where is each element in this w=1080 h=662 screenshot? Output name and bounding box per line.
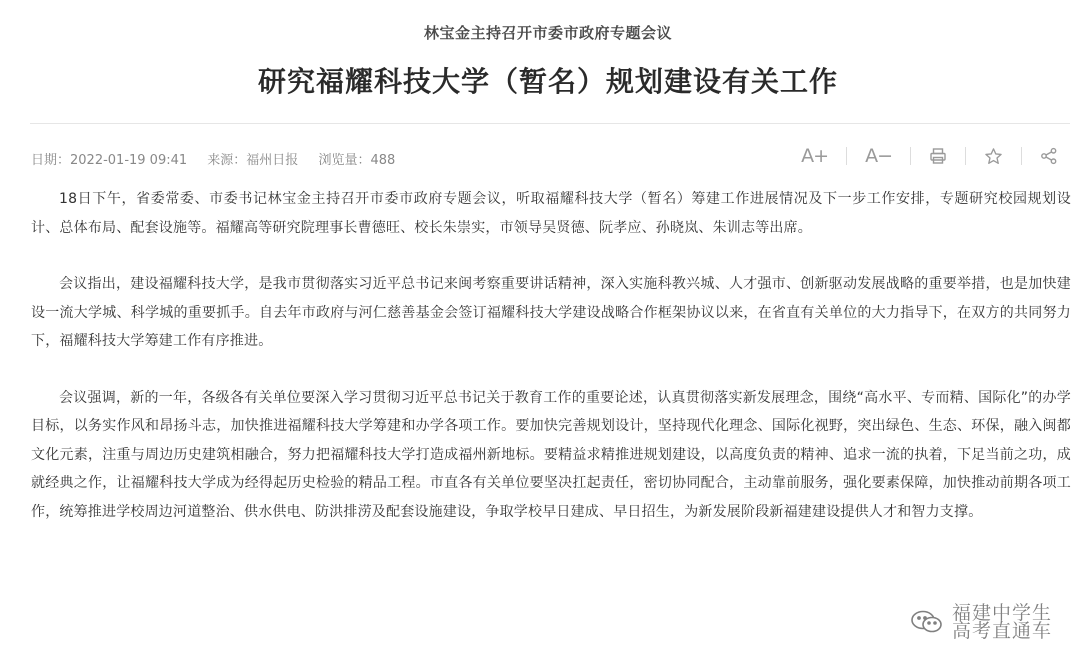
toolbar-divider: [965, 147, 966, 165]
watermark-text: 福建中学生: [951, 602, 1052, 624]
toolbar-divider: [910, 147, 911, 165]
article-toolbar: [801, 143, 1058, 169]
title-divider: [30, 123, 1070, 124]
wechat-icon: [910, 609, 944, 635]
watermark-text-group: [952, 604, 1052, 640]
share-button[interactable]: [1040, 147, 1058, 165]
share-icon: [1040, 147, 1058, 165]
watermark: [910, 604, 1052, 640]
article-views: 浏览量：488: [318, 153, 396, 168]
article-title: 研究福耀科技大学（暂名）规划建设有关工作: [257, 65, 838, 98]
article-body: [31, 185, 1071, 526]
article-paragraph: 会议指出，建设福耀科技大学，是我市贯彻落实习近平总书记来闽考察重要讲话精神，深入实施科教兴城、人才强市、创新驱动发展战略的重要举措，也是加快建设一流大学城、科学城的重要抓手。自去年市政府与河仁慈善基金会签订福耀科技大学建设战略合作框架协议以来，在省直有关单位的大力指导下，在双方的共同努力下，福耀科技大学筹建工作有序推进。: [31, 276, 1071, 349]
article-paragraph: 18日下午，省委常委、市委书记林宝金主持召开市委市政府专题会议，听取福耀科技大学（暂名）筹建工作进展情况及下一步工作安排，专题研究校园规划设计、总体布局、配套设施等。福耀高等研究院理事长曹德旺、校长朱崇实，市领导吴贤德、阮孝应、孙晓岚、朱训志等出席。: [31, 191, 1071, 236]
star-icon: [984, 147, 1003, 166]
font-decrease-button[interactable]: A−: [865, 145, 892, 167]
toolbar-divider: [1021, 147, 1022, 165]
printer-icon: [929, 147, 947, 165]
article-paragraph: 会议强调，新的一年，各级各有关单位要深入学习贯彻习近平总书记关于教育工作的重要论述，认真贯彻落实新发展理念，围绕“高水平、专而精、国际化”的办学目标，以务实作风和昂扬斗志，加快推进福耀科技大学筹建和办学各项工作。要加快完善规划设计，坚持现代化理念、国际化视野，突出绿色、生态、环保，融入闽都文化元素，注重与周边历史建筑相融合，努力把福耀科技大学打造成福州新地标。要精益求精推进规划建设，以高度负责的精神、追求一流的执着，下足当前之功，成就经典之作，让福耀科技大学成为经得起历史检验的精品工程。市直各有关单位要坚决扛起责任，密切协同配合，主动靠前服务，强化要素保障，加快推动前期各项工作，统筹推进学校周边河道整治、供水供电、防洪排涝及配套设施建设，争取学校早日建成、早日招生，为新发展阶段新福建建设提供人才和智力支撑。: [31, 389, 1071, 520]
font-increase-button[interactable]: A+: [801, 145, 829, 167]
print-button[interactable]: [929, 147, 947, 165]
article-source: 来源：福州日报: [207, 153, 299, 168]
article-meta: [31, 149, 411, 168]
article-subtitle: 林宝金主持召开市委市政府专题会议: [423, 24, 672, 42]
watermark-subtext: 高考直通车: [951, 620, 1052, 642]
article-date: 日期：2022-01-19 09:41: [31, 153, 188, 168]
favorite-button[interactable]: [984, 147, 1003, 166]
toolbar-divider: [846, 147, 847, 165]
